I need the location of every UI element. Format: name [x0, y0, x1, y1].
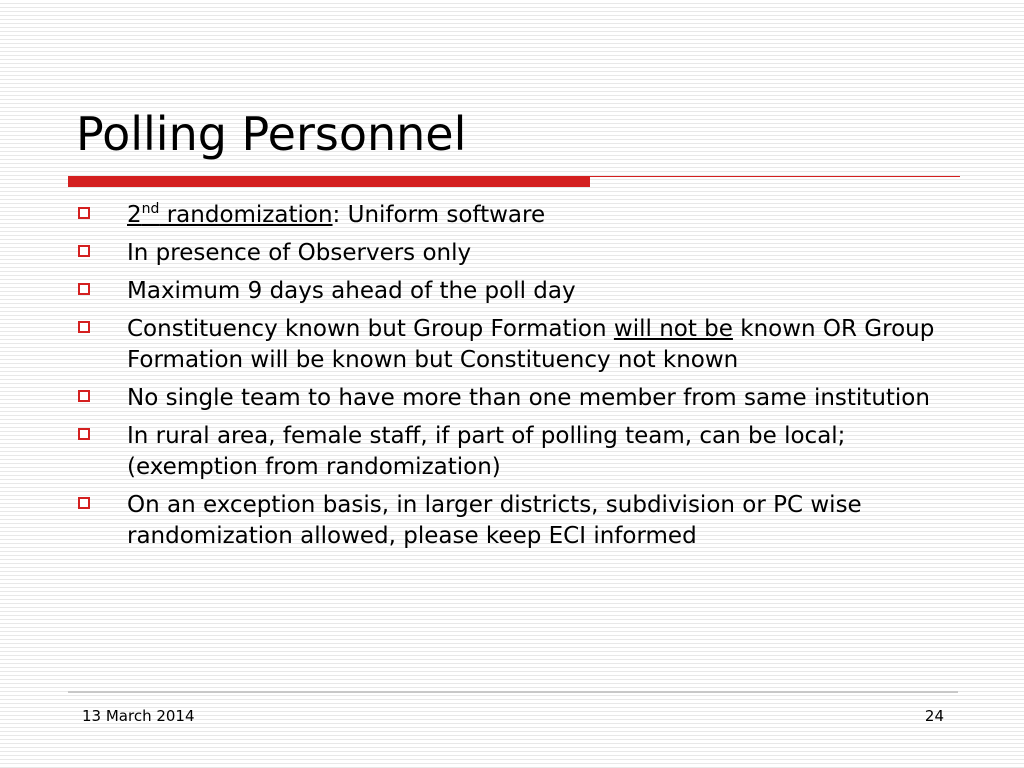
bullet-text: On an exception basis, in larger districts, subdivision or PC wise randomization allowed, please keep ECI informed	[127, 492, 862, 549]
hollow-square-icon	[78, 207, 90, 219]
bullet-text: Constituency known but Group Formation	[127, 316, 614, 342]
bullet-list	[76, 200, 966, 559]
hollow-square-icon	[78, 428, 90, 440]
hollow-square-icon	[78, 245, 90, 257]
bullet-text: In rural area, female staff, if part of polling team, can be local; (exemption from randomization)	[127, 423, 846, 480]
bullet-item	[76, 383, 966, 414]
hollow-square-icon	[78, 283, 90, 295]
bullet-underlined-term	[127, 202, 333, 228]
bullet-text: known OR Group Formation will be known but Constituency not known	[127, 316, 935, 373]
underlined-term: will not be	[613, 316, 733, 342]
ordinal-suffix: nd	[141, 201, 160, 217]
bullet-text: No single team to have more than one member from same institution	[127, 385, 930, 411]
bullet-item	[76, 314, 966, 376]
ordinal-number: 2	[127, 202, 142, 228]
bullet-item	[76, 421, 966, 483]
bullet-text: : Uniform software	[332, 202, 546, 228]
hollow-square-icon	[78, 390, 90, 402]
slide-title: Polling Personnel	[76, 107, 467, 161]
footer-date: 13 March 2014	[82, 707, 195, 725]
bullet-item	[76, 490, 966, 552]
footer-divider	[68, 691, 958, 693]
page-number: 24	[924, 707, 944, 725]
bullet-item	[76, 276, 966, 307]
title-underline-thin	[590, 176, 960, 177]
bullet-item	[76, 200, 966, 231]
title-underline-thick	[68, 176, 590, 187]
bullet-item	[76, 238, 966, 269]
hollow-square-icon	[78, 321, 90, 333]
bullet-text: In presence of Observers only	[127, 240, 472, 266]
hollow-square-icon	[78, 497, 90, 509]
underlined-term: randomization	[159, 202, 333, 228]
bullet-text: Maximum 9 days ahead of the poll day	[127, 278, 576, 304]
